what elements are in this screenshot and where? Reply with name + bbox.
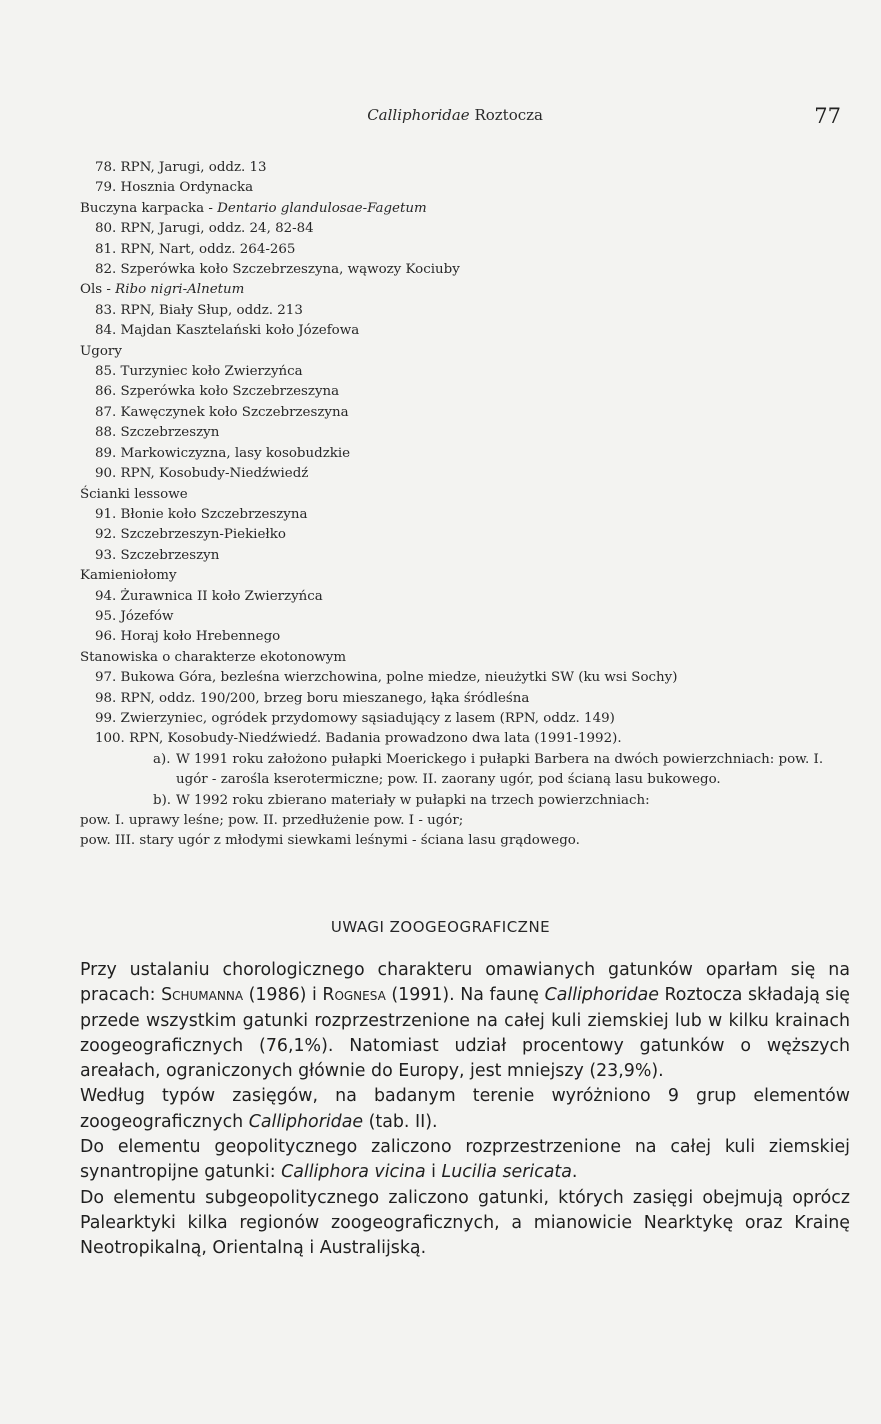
text-run: (1986) i: [243, 985, 323, 1006]
list-item: 78. RPN, Jarugi, oddz. 13: [95, 160, 267, 175]
site-list: [80, 158, 850, 852]
list-item: 94. Żurawnica II koło Zwierzyńca: [95, 588, 323, 604]
paragraph: [80, 1135, 850, 1186]
text-run: Według typów zasięgów, na badanym terenie wyróżniono 9 grup elementów zoogeograficznych: [80, 1086, 850, 1132]
text-run: (tab. II).: [363, 1111, 438, 1132]
sub-item-text: W 1991 roku założono pułapki Moerickego i pułapki Barbera na dwóch powierzchniach: pow. I. ugór - zarośla kserotermiczne; pow. II. zaorany ugór, pod ścianą lasu bukowego.: [176, 751, 824, 788]
page-number: 77: [814, 104, 841, 128]
text-run: (1991). Na faunę: [385, 985, 545, 1006]
text-run: .: [571, 1162, 578, 1183]
habitat-heading: Ugory: [80, 343, 122, 359]
taxon-name: Calliphoridae: [248, 1111, 364, 1132]
habitat-heading: Stanowiska o charakterze ekotonowym: [80, 649, 347, 665]
list-item: 89. Markowiczyzna, lasy kosobudzkie: [95, 445, 351, 461]
list-item: 96. Horaj koło Hrebennego: [95, 629, 281, 645]
list-item: 95. Józefów: [95, 608, 174, 624]
list-item: 88. Szczebrzeszyn: [95, 425, 220, 441]
list-item: 81. RPN, Nart, oddz. 264-265: [95, 241, 296, 257]
taxon-name: Calliphoridae: [544, 985, 659, 1006]
paragraph: [80, 958, 850, 1084]
paragraph: [80, 1084, 850, 1135]
sub-item-continuation: pow. I. uprawy leśne; pow. II. przedłużenie pow. I - ugór;: [80, 813, 464, 828]
text-run: i: [425, 1162, 442, 1183]
habitat-heading: Ścianki lessowe: [80, 486, 188, 502]
list-item: 83. RPN, Biały Słup, oddz. 213: [95, 302, 303, 318]
list-item: 97. Bukowa Góra, bezleśna wierzchowina, polne miedze, nieużytki SW (ku wsi Sochy): [95, 670, 678, 686]
list-item: 84. Majdan Kasztelański koło Józefowa: [95, 323, 360, 339]
running-head: [0, 104, 881, 130]
list-item: 100. RPN, Kosobudy-Niedźwiedź. Badania prowadzono dwa lata (1991-1992).: [95, 731, 622, 747]
paragraph: Do elementu subgeopolitycznego zaliczono gatunki, których zasięgi obejmują oprócz Palearktyki kilka regionów zoogeograficznych, a mianowicie Nearktykę oraz Krainę Neotropikalną, Orientalną i Australijską.: [80, 1187, 850, 1259]
text-run: Przy ustalaniu chorologicznego charakteru omawianych gatunków oparłam się na pracach:: [80, 960, 850, 1006]
habitat-heading-latin: Ribo nigri-Alnetum: [115, 282, 245, 298]
sub-item-b: [80, 791, 850, 811]
text-run: Do elementu geopolitycznego zaliczono rozprzestrzenione na całej kuli ziemskiej synantropijne gatunki:: [80, 1137, 850, 1183]
habitat-heading: Kamieniołomy: [80, 568, 177, 584]
running-title: [367, 106, 543, 124]
sub-item-continuation: pow. III. stary ugór z młodymi siewkami leśnymi - ściana lasu grądowego.: [80, 833, 580, 849]
taxon-name: Calliphora vicina: [281, 1162, 426, 1183]
list-item: 79. Hosznia Ordynacka: [95, 180, 254, 196]
habitat-heading-text: Ols -: [80, 282, 116, 298]
section-title: UWAGI ZOOGEOGRAFICZNE: [330, 918, 551, 936]
sub-item-label: b).: [153, 792, 172, 808]
list-item: 85. Turzyniec koło Zwierzyńca: [95, 364, 303, 380]
list-item: 99. Zwierzyniec, ogródek przydomowy sąsiadujący z lasem (RPN, oddz. 149): [95, 710, 615, 726]
author-name: Rognesa: [322, 985, 386, 1006]
list-item: 92. Szczebrzeszyn-Piekiełko: [95, 527, 286, 543]
sub-item-text: W 1992 roku zbierano materiały w pułapki na trzech powierzchniach:: [176, 792, 650, 808]
running-title-italic: Calliphoridae: [367, 106, 470, 124]
running-title-rest: Roztocza: [469, 106, 543, 124]
sub-item-label: a).: [153, 751, 171, 767]
habitat-heading-text: Buczyna karpacka -: [80, 200, 218, 216]
list-item: 86. Szperówka koło Szczebrzeszyna: [95, 384, 340, 400]
author-name: Schumanna: [161, 985, 244, 1006]
list-item: 98. RPN, oddz. 190/200, brzeg boru mieszanego, łąka śródleśna: [95, 690, 530, 706]
list-item: 82. Szperówka koło Szczebrzeszyna, wąwozy Kociuby: [95, 262, 460, 278]
list-item: 90. RPN, Kosobudy-Niedźwiedź: [95, 466, 309, 482]
list-item: 93. Szczebrzeszyn: [95, 547, 220, 563]
list-item: 87. Kawęczynek koło Szczebrzeszyna: [95, 404, 349, 420]
list-item: 80. RPN, Jarugi, oddz. 24, 82-84: [95, 221, 314, 237]
list-item: 91. Błonie koło Szczebrzeszyna: [95, 506, 308, 522]
sub-item-a: [80, 750, 850, 791]
habitat-heading: [80, 280, 850, 300]
habitat-heading: [80, 199, 850, 219]
habitat-heading-latin: Dentario glandulosae-Fagetum: [217, 200, 427, 216]
text-run: Roztocza składają się przede wszystkim gatunki rozprzestrzenione na całej kuli ziemskiej lub w kilku krainach zoogeograficznych (76,1%). Natomiast udział procentowy gatunków o węższych areałach, ograniczonych głównie do Europy, jest mniejszy (23,9%).: [80, 985, 851, 1082]
body-text: [80, 958, 850, 1262]
taxon-name: Lucilia sericata: [441, 1162, 572, 1183]
